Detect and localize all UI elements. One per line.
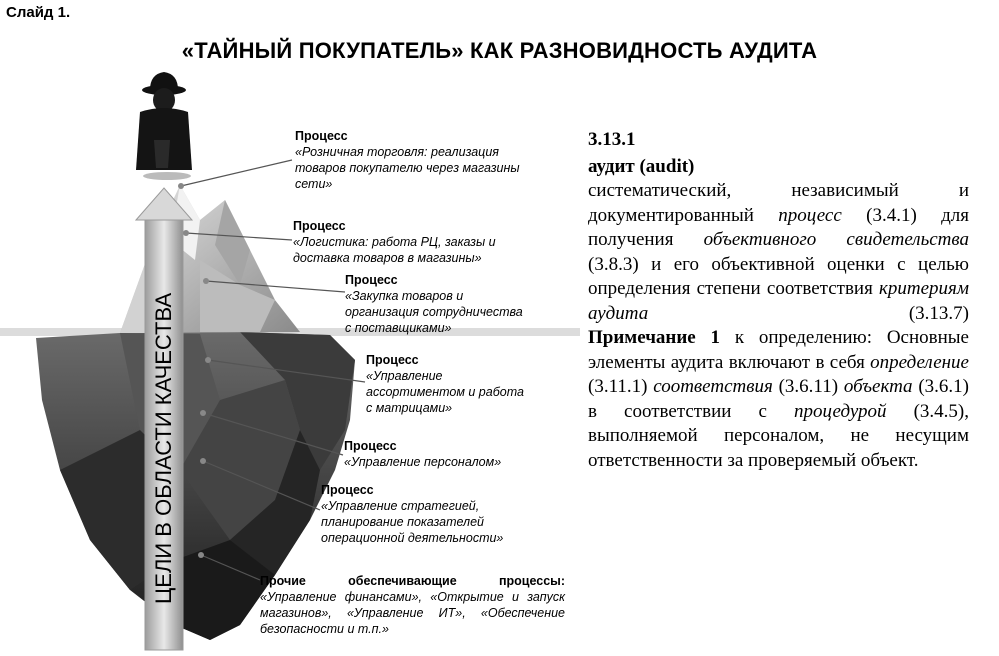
process-line: «Закупка товаров и (345, 289, 464, 303)
process-line: сети» (295, 177, 333, 191)
process-line: доставка товаров в магазины» (293, 251, 482, 265)
process-line: «Розничная торговля: реализация (295, 145, 499, 159)
process-line: организация сотрудничества (345, 305, 523, 319)
process-line: товаров покупателю через магазины (295, 161, 520, 175)
process-heading: Процесс (366, 353, 419, 367)
process-logistics (293, 218, 543, 266)
process-heading: Процесс (344, 439, 397, 453)
slide-label: Слайд 1. (6, 4, 71, 21)
process-heading: Процесс (345, 273, 398, 287)
process-line: операционной деятельности» (321, 531, 504, 545)
slide-title: «ТАЙНЫЙ ПОКУПАТЕЛЬ» КАК РАЗНОВИДНОСТЬ АУДИТА (181, 38, 818, 63)
process-line: ассортиментом и работа (366, 385, 524, 399)
other-processes (260, 573, 565, 637)
process-procurement (345, 272, 565, 336)
process-line: «Управление персоналом» (344, 455, 502, 469)
process-line: планирование показателей (321, 515, 485, 529)
process-line: с поставщиками» (345, 321, 452, 335)
process-line: с матрицами» (366, 401, 453, 415)
process-line: «Управление стратегией, (321, 499, 480, 513)
other-processes-text: «Управление финансами», «Открытие и запуск магазинов», «Управление ИТ», «Обеспечение безопасности и т.п.» (260, 590, 565, 636)
process-heading: Процесс (321, 483, 374, 497)
process-line: «Логистика: работа РЦ, заказы и (293, 235, 496, 249)
process-heading: Процесс (293, 219, 346, 233)
definition-text: систематический, независимый и документированный процесс (3.4.1) для получения объективного свидетельства (3.8.3) и его объективной оценки с целью определения степени соответствия критериям аудита (3.13.7) (588, 180, 970, 324)
definition-term: аудит (audit) (588, 155, 695, 177)
arrow-label: ЦЕЛИ В ОБЛАСТИ КАЧЕСТВА (151, 292, 176, 604)
process-assortment (366, 352, 566, 416)
process-retail (295, 128, 545, 192)
process-strategy (321, 482, 561, 546)
definition-note: Примечание 1 к определению: Основные элементы аудита включают в себя определение (3.11.1) соответствия (3.6.11) объекта (3.6.1) в соответствии с процедурой (3.4.5), выполняемой персоналом, не несущим ответственности за проверяемый объект. (588, 327, 970, 471)
audit-definition (588, 128, 969, 473)
process-heading: Процесс (295, 129, 348, 143)
other-processes-heading: Прочие обеспечивающие процессы: (260, 574, 565, 588)
process-line: «Управление (366, 369, 443, 383)
process-hr (344, 438, 564, 470)
definition-number: 3.13.1 (588, 129, 636, 150)
secret-buyer-figure (136, 72, 192, 180)
